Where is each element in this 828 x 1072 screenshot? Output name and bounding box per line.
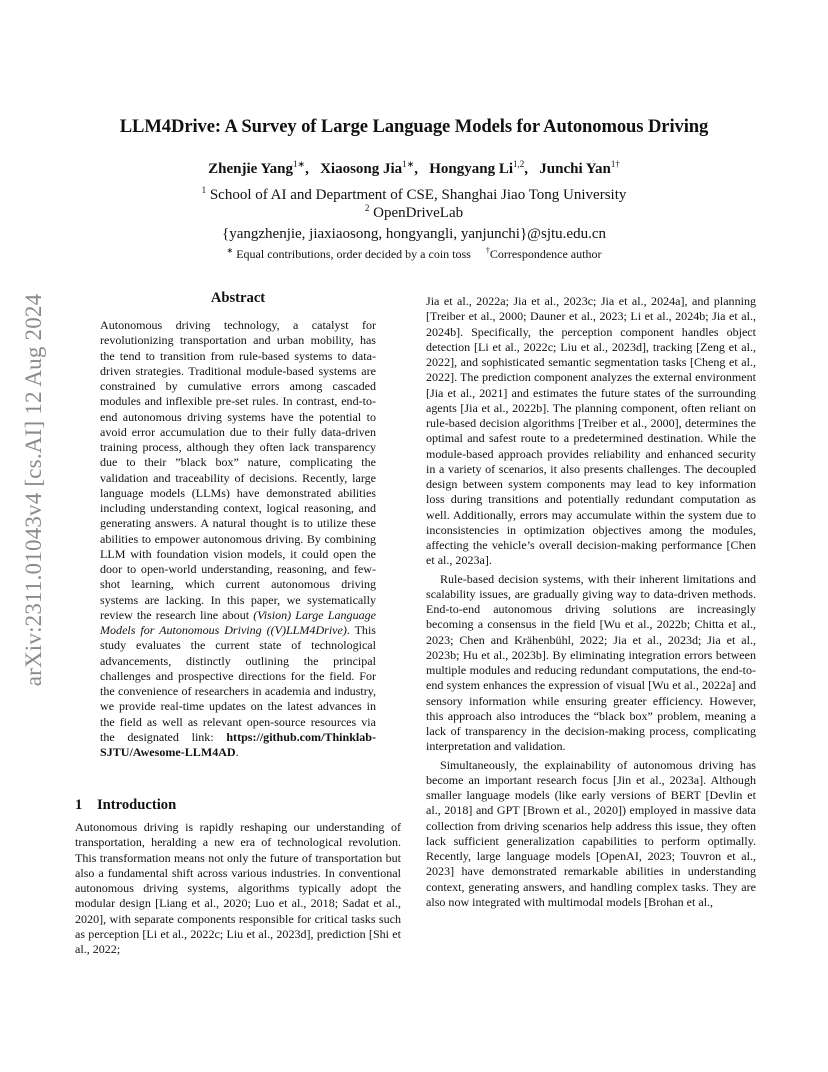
right-column-text (426, 294, 756, 910)
abstract-part-2: . This study evaluates the current state of technological advancements, distinctly outlining the principal challenges and prospective directions for the field. For the convenience of researchers in academia and industry, we provide real-time updates on the latest advances in the field as well as relevant open-source resources via the designated link: (100, 623, 376, 744)
affiliation (0, 185, 828, 204)
equal-contribution-note: Equal contributions, order decided by a coin toss (236, 247, 471, 261)
correspondence-mark: † (485, 246, 490, 255)
abstract-text (100, 318, 376, 760)
author-name: Hongyang Li (429, 161, 514, 177)
abstract-part-1: Autonomous driving technology, a catalyst for revolutionizing transportation and urban mobility, has the tend to transition from rule-based systems to data-driven strategies. Traditional module-based systems are constrained by cumulative errors among cascaded modules and inflexible pre-set rules. In contrast, end-to-end autonomous driving systems have the potential to avoid error accumulation due to their fully data-driven training process, although they often lack transparency due to their ”black box” nature, complicating the validation and traceability of decisions. Recently, large language models (LLMs) have demonstrated abilities including understanding context, logical reasoning, and generating answers. A natural thought is to utilize these abilities to empower autonomous driving. By combining LLM with foundation vision models, it could open the door to open-world understanding, reasoning, and few-shot learning, which current autonomous driving systems are lacking. In this paper, we systematically review the research line about (100, 318, 376, 622)
equal-contribution-mark: ∗ (226, 246, 234, 255)
author-mark: 1† (610, 159, 620, 169)
introduction-paragraph: Autonomous driving is rapidly reshaping our understanding of transportation, heralding a new era of technological revolution. This transformation means not only the future of transportation but also a fundamental shift across various industries. In conventional autonomous driving systems, algorithms typically adopt the modular design [Liang et al., 2020; Luo et al., 2018; Sadat et al., 2020], with separate components responsible for critical tasks such as perception [Li et al., 2022c; Liu et al., 2023d], prediction [Shi et al., 2022; (75, 820, 401, 956)
author-footnotes (0, 246, 828, 262)
abstract-end: . (235, 745, 239, 759)
body-paragraph: Simultaneously, the explainability of autonomous driving has become an important research focus [Jin et al., 2023a]. Although smaller language models (like early versions of BERT [Devlin et al., 2018] and GPT [Brown et al., 2020]) employed in massive data collection from driving scenarios help address this issue, they often lack sufficient generalization capabilities to perform optimally. Recently, large language models [OpenAI, 2023; Touvron et al., 2023] have demonstrated remarkable abilities in understanding context, generating answers, and handling complex tasks. They are also now integrated with multimodal models [Brohan et al., (426, 757, 756, 909)
section-heading-introduction (75, 797, 176, 814)
author-name: Zhenjie Yang (208, 161, 294, 177)
author-name: Xiaosong Jia (320, 161, 403, 177)
paper-title: LLM4Drive: A Survey of Large Language Models for Autonomous Driving (119, 116, 709, 137)
abstract-heading: Abstract (210, 290, 266, 306)
affiliation-mark: 1 (201, 185, 207, 195)
affiliation-mark: 2 (364, 203, 370, 213)
affiliation-text: OpenDriveLab (373, 205, 464, 221)
author-mark: 1∗ (402, 159, 415, 169)
author-name: Junchi Yan (539, 161, 611, 177)
section-number: 1 (75, 797, 83, 813)
author-list: Zhenjie Yang$^{1∗}$, Xiaosong Jia$^{1∗}$, Hongyang Li$^{1,2}$, Junchi Yan$^{1\dagger}$ (208, 159, 620, 177)
body-paragraph: Rule-based decision systems, with their inherent limitations and scalability issues, are gradually giving way to data-driven methods. End-to-end autonomous driving solutions are increasingly becoming a consensus in the field [Wu et al., 2022b; Chitta et al., 2023; Chen and Krähenbühl, 2022; Jia et al., 2023d; Jia et al., 2023b; Hu et al., 2023b]. By eliminating integration errors between multiple modules and reducing redundant computations, the end-to-end system enhances the expression of visual [Wu et al., 2022a] and sensory information while ensuring greater efficiency. However, this approach also introduces the “black box” problem, meaning a lack of transparency in the decision-making process, complicating interpretation and validation. (426, 571, 756, 754)
section-title: Introduction (97, 797, 177, 813)
abstract-italic-phrase: (Vision) Large Language Models for Autonomous Driving ((V)LLM4Drive) (100, 607, 376, 637)
body-paragraph: Jia et al., 2022a; Jia et al., 2023c; Jia et al., 2024a], and planning [Treiber et al., 2000; Dauner et al., 2023; Li et al., 2024b; Jia et al., 2024b]. Specifically, the perception component handles object detection [Li et al., 2022c; Liu et al., 2023d], tracking [Zeng et al., 2022], and sophisticated semantic segmentation tasks [Cheng et al., 2022]. The prediction component analyzes the external environment [Jia et al., 2021] and estimates the future states of the surrounding agents [Jia et al., 2022b]. The planning component, often reliant on rule-based decision algorithms [Treiber et al., 2000], determines the optimal and safest route to a predetermined destination. While the module-based approach provides reliability and enhanced security in a variety of scenarios, it also presents challenges. The decoupled design between system components may lead to key information loss during transitions and potentially redundant computation as well. Additionally, errors may accumulate within the system due to inconsistencies in optimization objectives among the modules, affecting the vehicle’s overall decision-making performance [Chen et al., 2023a]. (426, 294, 756, 568)
author-mark: 1∗ (293, 159, 306, 169)
affiliation-text: School of AI and Department of CSE, Shanghai Jiao Tong University (209, 187, 627, 203)
author-mark: 1,2 (513, 159, 525, 169)
arxiv-identifier-strip (0, 260, 68, 720)
arxiv-identifier: arXiv:2311.01043v4 [cs.AI] 12 Aug 2024 (21, 293, 46, 687)
affiliation (0, 203, 828, 222)
correspondence-note: Correspondence author (489, 247, 602, 261)
repository-link[interactable]: https://github.com/Thinklab-SJTU/Awesome-LLM4AD (100, 729, 376, 759)
author-emails: {yangzhenjie, jiaxiaosong, hongyangli, yanjunchi}@sjtu.edu.cn (222, 226, 606, 242)
